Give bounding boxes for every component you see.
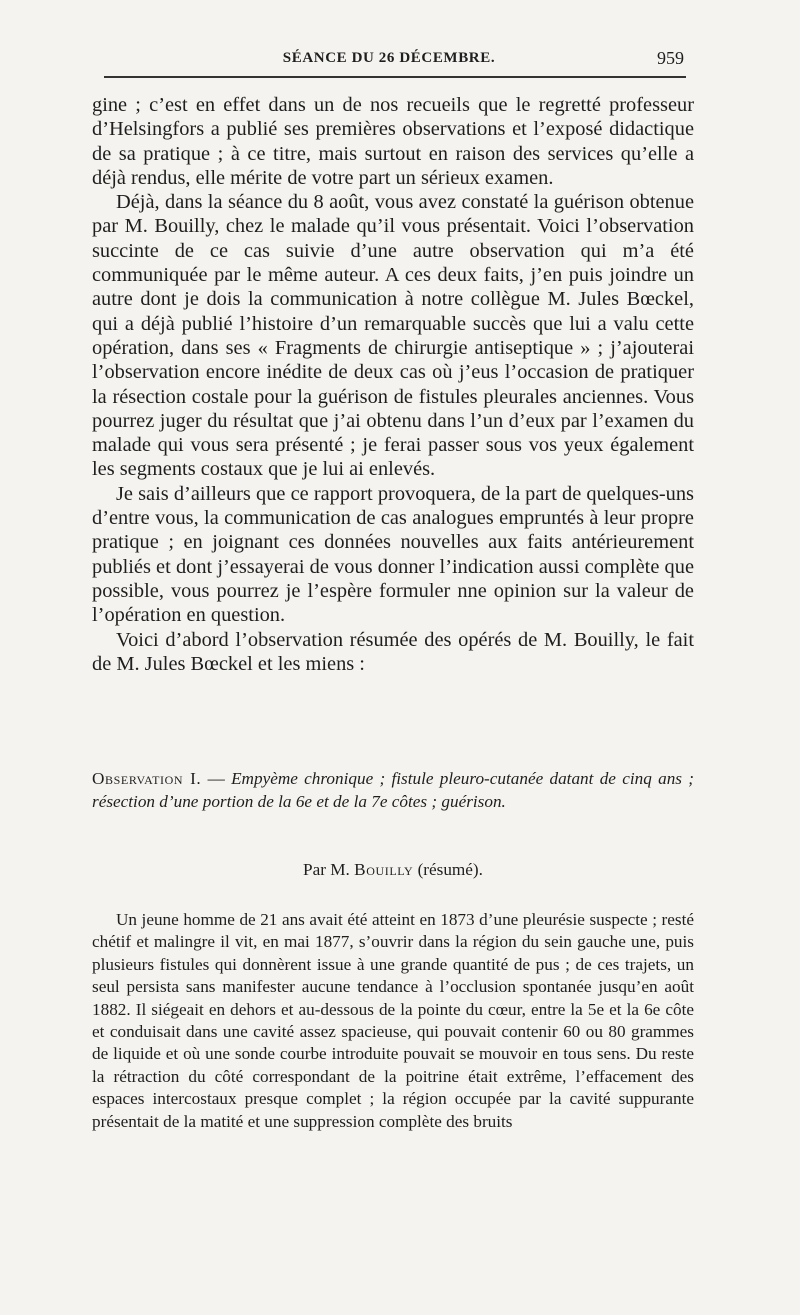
byline-prefix: Par M.: [303, 860, 355, 879]
paragraph-3: Je sais d’ailleurs que ce rapport provoquera, de la part de quelques-uns d’entre vous, la communication de cas analogues empruntés à leur propre pratique ; en joignant ces données nouvelles aux faits antérieurement publiés et dont j’essayerai de vous donner l’indication aussi complète que possible, vous pourrez je l’espère formuler nne opinion sur la valeur de l’opération en question.: [92, 482, 694, 627]
observation-heading: [92, 768, 694, 813]
observation-title: Empyème chronique ; fistule pleuro-cutanée datant de cinq ans ; résection d’une portion de la 6e et de la 7e côtes ; guérison.: [92, 769, 694, 811]
observation-text: Un jeune homme de 21 ans avait été atteint en 1873 d’une pleurésie suspecte ; resté chétif et malingre il vit, en mai 1877, s’ouvrir dans la région du sein gauche une, puis plusieurs fistules qui donnèrent issue à une grande quantité de pus ; de ces trajets, un seul persista sans manifester aucune tendance à l’occlusion spontanée jusqu’en août 1882. Il siégeait en dehors et au-dessous de la pointe du cœur, entre la 5e et la 6e côte et conduisait dans une cavité assez spacieuse, qui pouvait contenir 60 ou 80 grammes de liquide et où une sonde courbe introduite pouvait se mouvoir en tous sens. Du reste la rétraction du côté correspondant de la poitrine était extrême, l’effacement des espaces intercostaux presque complet ; la région occupée par la cavité suppurante présentait de la matité et une suppression complète des bruits: [92, 910, 694, 1131]
observation-dash: —: [201, 769, 232, 788]
paragraph-1: gine ; c’est en effet dans un de nos recueils que le regretté professeur d’Helsingfors a publié ses premières observations et l’exposé didactique de sa pratique ; à ce titre, mais surtout en raison des services qu’elle a déjà rendus, elle mérite de votre part un sérieux examen.: [92, 94, 694, 189]
paragraph-4: Voici d’abord l’observation résumée des opérés de M. Bouilly, le fait de M. Jules Bœckel et les miens :: [92, 628, 694, 675]
running-head-title: SÉANCE DU 26 DÉCEMBRE.: [282, 50, 496, 66]
byline-author: Bouilly: [354, 860, 414, 879]
paragraph-2: Déjà, dans la séance du 8 août, vous avez constaté la guérison obtenue par M. Bouilly, chez le malade qu’il vous présentait. Voici l’observation succinte de ce cas suivie d’une autre observation qui m’a été communiquée par le même auteur. A ces deux faits, j’en puis joindre un autre dont je dois la communication à notre collègue M. Jules Bœckel, qui a déjà publié l’histoire d’un remarquable succès que lui a valu cette opération, dans ses « Fragments de chirurgie antiseptique » ; j’ajouterai l’observation encore inédite de deux cas où j’eus l’occasion de pratiquer la résection costale pour la guérison de fistules pleurales anciennes. Vous pourrez juger du résultat que j’ai obtenu dans l’un d’eux par l’examen du malade qui vous sera présenté ; je ferai passer sous vos yeux également les segments costaux que je lui ai enlevés.: [92, 191, 694, 481]
observation-byline: [92, 858, 694, 882]
observation-label: Observation I.: [92, 769, 202, 788]
header-rule: [104, 76, 686, 78]
running-head: [90, 48, 688, 74]
report-body: [92, 93, 694, 676]
byline-suffix: (résumé).: [413, 860, 483, 879]
page-number: 959: [657, 48, 684, 68]
